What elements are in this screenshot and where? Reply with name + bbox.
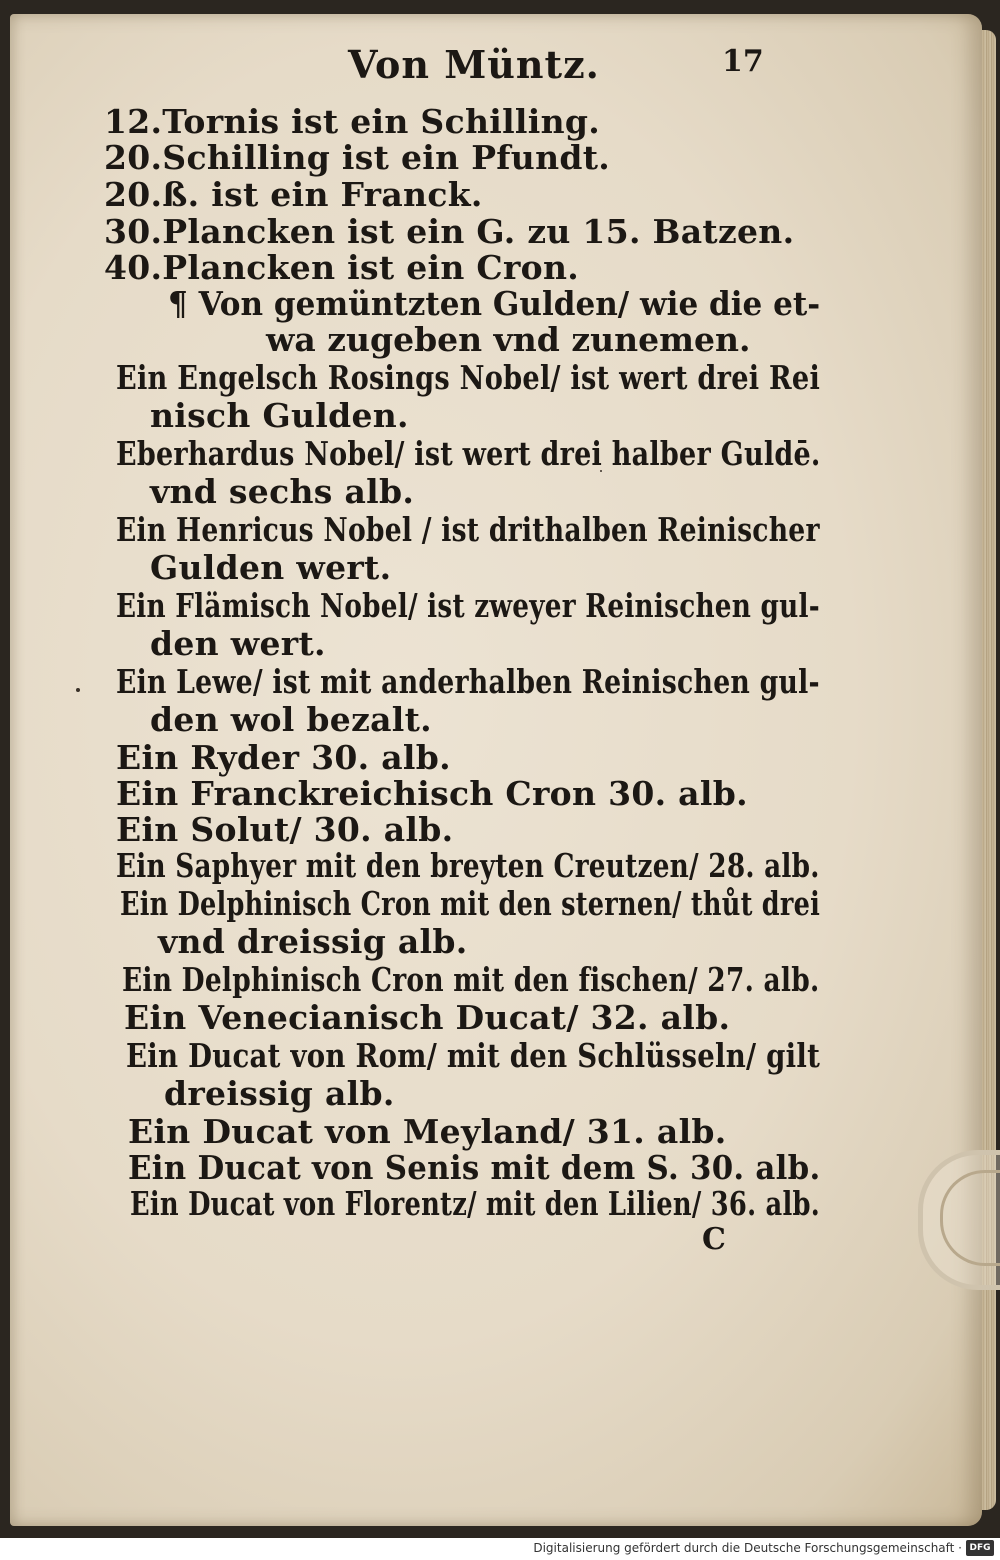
text-line: 30.Plancken ist ein G. zu 15. Batzen. xyxy=(104,212,795,251)
entry-line: Ein Lewe/ ist mit anderhalben Reinischen gul- xyxy=(116,662,820,701)
footer-credit: Digitalisierung gefördert durch die Deutsche Forschungsgemeinschaft · xyxy=(533,1541,962,1555)
entry-line: Ein Ducat von Meyland/ 31. alb. xyxy=(128,1112,727,1151)
entry-line: Ein Ducat von Senis mit dem S. 30. alb. xyxy=(128,1148,821,1187)
section-heading-line: ¶ Von gemüntzten Gulden/ wie die et- xyxy=(168,284,821,323)
entry-line: Ein Flämisch Nobel/ ist zweyer Reinischen gul- xyxy=(116,586,820,625)
entry-line: den wert. xyxy=(150,624,326,663)
entry-line: vnd sechs alb. xyxy=(150,472,415,511)
text-line: 20.ß. ist ein Franck. xyxy=(104,175,483,214)
entry-line: Ein Saphyer mit den breyten Creutzen/ 28. alb. xyxy=(116,846,820,885)
entry-line: nisch Gulden. xyxy=(150,396,409,435)
entry-line: Ein Ryder 30. alb. xyxy=(116,738,451,777)
section-heading-line: wa zugeben vnd zunemen. xyxy=(266,320,751,359)
text-line: 20.Schilling ist ein Pfundt. xyxy=(104,138,611,177)
page-number: 17 xyxy=(722,44,764,79)
entry-line: Ein Ducat von Florentz/ mit den Lilien/ 36. alb. xyxy=(130,1184,820,1223)
entry-line: Ein Venecianisch Ducat/ 32. alb. xyxy=(124,998,731,1037)
entry-line: Ein Ducat von Rom/ mit den Schlüsseln/ gilt xyxy=(126,1036,821,1075)
entry-line: Ein Engelsch Rosings Nobel/ ist wert drei Rei xyxy=(116,358,821,397)
text-line: 12.Tornis ist ein Schilling. xyxy=(104,102,601,141)
entry-line: Ein Solut/ 30. alb. xyxy=(116,810,454,849)
entry-line: Ein Delphinisch Cron mit den sternen/ thůt drei xyxy=(120,884,821,923)
entry-line: Eberhardus Nobel/ ist wert drei halber Guldē. xyxy=(116,434,821,473)
entry-line: Ein Delphinisch Cron mit den fischen/ 27. alb. xyxy=(122,960,820,999)
running-head: Von Müntz. xyxy=(348,42,600,87)
entry-line: Ein Franckreichisch Cron 30. alb. xyxy=(116,774,748,813)
entry-line: vnd dreissig alb. xyxy=(158,922,468,961)
entry-line: den wol bezalt. xyxy=(150,700,432,739)
entry-line: Ein Henricus Nobel / ist drithalben Reinischer xyxy=(116,510,820,549)
dfg-logo: DFG xyxy=(966,1540,994,1556)
text-line: 40.Plancken ist ein Cron. xyxy=(104,248,580,287)
catchword: C xyxy=(702,1222,726,1257)
entry-line: Gulden wert. xyxy=(150,548,392,587)
entry-line: dreissig alb. xyxy=(164,1074,395,1113)
footer-bar xyxy=(0,1538,1000,1560)
ink-speck xyxy=(76,688,80,692)
